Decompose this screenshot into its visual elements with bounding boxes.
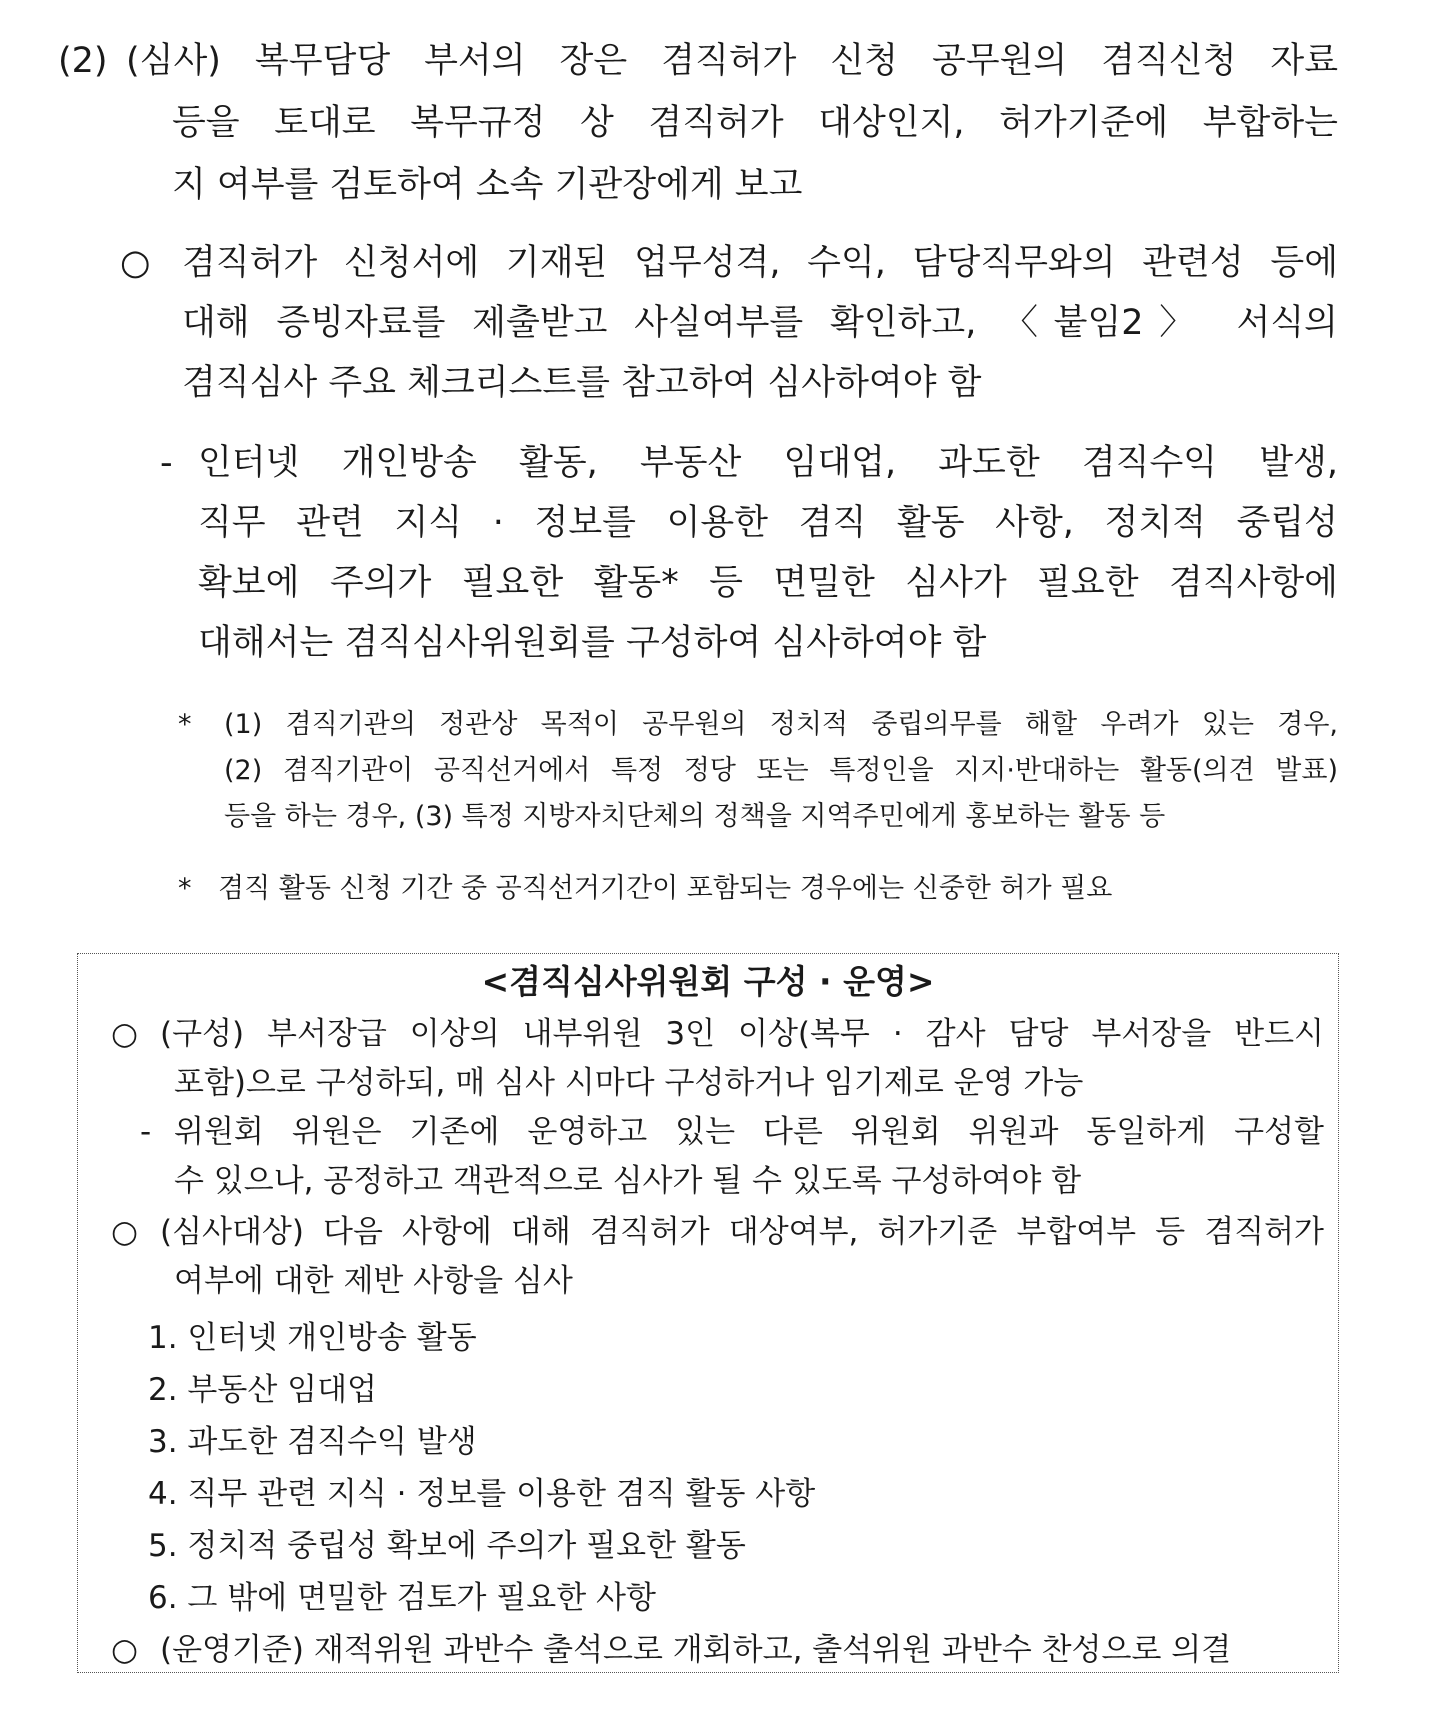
circle-bullet-icon: ○ — [120, 243, 151, 283]
circle-bullet-icon: ○ — [111, 1632, 139, 1668]
circle-bullet-icon: ○ — [111, 1214, 139, 1250]
review-list-item: 4. 직무 관련 지식 · 정보를 이용한 겸직 활동 사항 — [148, 1476, 816, 1512]
dash-line: 인터넷 개인방송 활동, 부동산 임대업, 과도한 겸직수익 발생, — [198, 443, 1338, 483]
note-line: (2) 겸직기관이 공직선거에서 특정 정당 또는 특정인을 지지·반대하는 활동(의견 발표) — [224, 755, 1338, 786]
bullet-line: 겸직심사 주요 체크리스트를 참고하여 심사하여야 함 — [182, 363, 982, 403]
note-line: 겸직 활동 신청 기간 중 공직선거기간이 포함되는 경우에는 신중한 허가 필요 — [218, 873, 1113, 904]
box-line: (구성) 부서장급 이상의 내부위원 3인 이상(복무 · 감사 담당 부서장을 반드시 — [160, 1016, 1324, 1052]
asterisk-note-icon: * — [178, 873, 192, 904]
review-list-item: 3. 과도한 겸직수익 발생 — [148, 1424, 477, 1460]
bullet-line: 겸직허가 신청서에 기재된 업무성격, 수익, 담당직무와의 관련성 등에 — [182, 243, 1338, 283]
dash-line: 직무 관련 지식 · 정보를 이용한 겸직 활동 사항, 정치적 중립성 — [198, 503, 1338, 543]
box-line: 여부에 대한 제반 사항을 심사 — [174, 1263, 573, 1299]
note-line: (1) 겸직기관의 정관상 목적이 공무원의 정치적 중립의무를 해할 우려가 있는 경우, — [224, 709, 1338, 740]
dash-bullet-icon: - — [160, 443, 173, 483]
note-line: 등을 하는 경우, (3) 특정 지방자치단체의 정책을 지역주민에게 홍보하는 활동 등 — [224, 801, 1166, 832]
dash-line: 확보에 주의가 필요한 활동* 등 면밀한 심사가 필요한 겸직사항에 — [198, 563, 1338, 603]
review-list-item: 1. 인터넷 개인방송 활동 — [148, 1320, 477, 1356]
dash-bullet-icon: - — [140, 1114, 152, 1150]
bullet-line: 대해 증빙자료를 제출받고 사실여부를 확인하고, 〈붙임2〉 서식의 — [182, 303, 1338, 343]
review-list-item: 2. 부동산 임대업 — [148, 1372, 377, 1408]
box-line: (운영기준) 재적위원 과반수 출석으로 개회하고, 출석위원 과반수 찬성으로 의결 — [160, 1632, 1232, 1668]
review-list-item: 6. 그 밖에 면밀한 검토가 필요한 사항 — [148, 1580, 656, 1616]
circle-bullet-icon: ○ — [111, 1016, 139, 1052]
asterisk-note-icon: * — [178, 709, 192, 740]
box-line: 위원회 위원은 기존에 운영하고 있는 다른 위원회 위원과 동일하게 구성할 — [174, 1114, 1324, 1150]
review-list-item: 5. 정치적 중립성 확보에 주의가 필요한 활동 — [148, 1528, 746, 1564]
box-line: 포함)으로 구성하되, 매 심사 시마다 구성하거나 임기제로 운영 가능 — [174, 1065, 1084, 1101]
paragraph-line: 등을 토대로 복무규정 상 겸직허가 대상인지, 허가기준에 부합하는 — [172, 103, 1338, 143]
paragraph-line: 지 여부를 검토하여 소속 기관장에게 보고 — [172, 165, 803, 205]
box-line: (심사대상) 다음 사항에 대해 겸직허가 대상여부, 허가기준 부합여부 등 겸직허가 — [160, 1214, 1324, 1250]
section-number: (2) — [58, 41, 108, 81]
paragraph-line: (심사) 복무담당 부서의 장은 겸직허가 신청 공무원의 겸직신청 자료 — [126, 41, 1338, 81]
dash-line: 대해서는 겸직심사위원회를 구성하여 심사하여야 함 — [198, 623, 987, 663]
committee-box-title: <겸직심사위원회 구성 · 운영> — [481, 962, 935, 1001]
box-line: 수 있으나, 공정하고 객관적으로 심사가 될 수 있도록 구성하여야 함 — [174, 1163, 1082, 1199]
